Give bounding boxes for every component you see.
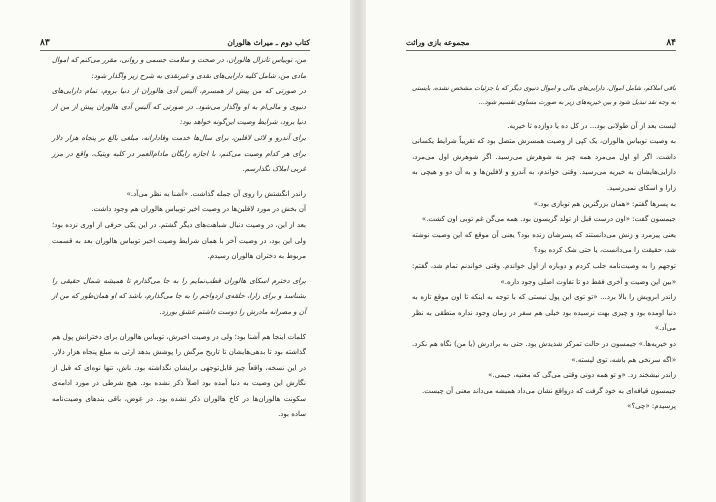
paragraph: به وصیت توبیاس هالوران، یک کپی از وصیت همسرش متصل بود که تقریباً شرایط یکسانی داشت. اگر او اول می‌مرد همه چیز به شوهرش می‌رسید. اگر شوهرش اول می‌مرد، دارایی‌هایشان به خیریه می‌رسید. وقتی خواندم، به آندرو و لافلین‌ها و به آن دو و هیچی به زارا و اسکای نمی‌رسید. — [412, 137, 676, 192]
paragraph: پرسیدم: «چی؟» — [627, 402, 676, 411]
paragraph: دو خیریه‌ها.» جیمسون در حالت تمرکز شدیدش بود. حتی به برادرش (یا من) نگاه هم نکرد. «اگه سرنخی هم باشه، توی لیسته.» — [412, 339, 676, 364]
paragraph: جیمسون گفت: «اون درست قبل از تولد گریسون بود. همه می‌گن غم توبی اون کشت.» — [421, 215, 676, 224]
book-gutter — [350, 0, 366, 502]
page-header — [406, 36, 676, 51]
paragraph: کلمات اینجا هم آشنا بود؛ ولی در وصیت اخیرش، توبیاس هالوران برای دخترانش پول هم گذاشته بود تا بدهی‌هایشان تا تاریخ مرگش را پوشش بدهد ارثی به مبلغ پنجاه هزار دلار. در این نسخه، واقعاً چیز قابل‌توجهی برایشان نگذاشته بود. ناش، تنها نوه‌ای که قبل از نگارش این وصیت به دنیا آمده بود اصلاً ذکر نشده بود. هیچ شرطی در مورد ادامه‌ی سکونت هالوران‌ها در کاخ هالوران ذکر نشده بود. در عوض، باقی بندهای وصیت‌نامه ساده بود. — [52, 332, 306, 419]
page-number: ۸۳ — [40, 38, 50, 48]
running-title: کتاب دوم ـ میراث هالوران — [227, 38, 310, 47]
paragraph: توجهم را به وصیت‌نامه جلب کردم و دوباره از اول خواندم. وقتی خواندنم تمام شد، گفتم: «بین این وصیت و آخری فقط دو تا تفاوت اصلی وجود داره.» — [412, 261, 676, 286]
paragraph: زاندر ابرویش را بالا برد... «تو توی این پول نیستی که با توجه به اینکه تا اون موقع تازه به دنیا اومده بود و چیزی بهت نرسیده بود خیلی هم سفر در زمان وجود نداره منطقی به نظر می‌آد.» — [412, 293, 676, 333]
paragraph: من، توبیاس تانزال هالوران، در صحت و سلامت جسمی و روانی، مقرر می‌کنم که اموال مادی من، شامل کلیه دارایی‌های نقدی و غیرنقدی به شرح زیر واگذار شود: — [52, 56, 306, 80]
paragraph: زاندر نیشخند زد. «و تو همه دونی وقتی می‌گی که معنیه، جیمی.» — [488, 371, 676, 380]
page-body — [52, 53, 306, 423]
paragraph: به پسرها گفتم: «همان بزرگترین هم توبازی بود.» — [533, 199, 676, 208]
paragraph: برای آندرو و لائی لافلین، برای سال‌ها خدمت وفادارانه، مبلغی بالغ بر پنجاه هزار دلار برای هر کدام وصیت می‌کنم، با اجازه رایگان مادام‌العمر در کلبه ویتیک، واقع در مرز غربی املاک نگذارسم. — [52, 133, 306, 174]
paragraph: جیمسون قیافه‌ای به خود گرفت که درواقع نشان می‌داد همیشه می‌داند معنی آن چیست. — [422, 386, 676, 395]
page-number: ۸۴ — [666, 38, 676, 48]
running-title: مجموعه بازی وراثت — [406, 38, 470, 47]
paragraph: برای دخترم اسکای هالوران قطب‌نمایم را به جا می‌گذارم تا همیشه شمال حقیقی را بشناسد و برای زارا، حلقه‌ی ازدواجم را به جا می‌گذارم، باشد که او همان‌طور که من از آن و مصرانه مادرش را دوست داشتم عشق بورزد. — [52, 276, 306, 316]
paragraph: یعنی پیرمرد و زنش می‌دانستند که پسرشان زنده بود؟ یعنی آن موقع که این وصیت نوشته شد، حقیقت را می‌دانست، یا حتی شک کرده بود؟ — [412, 230, 676, 255]
paragraph: در صورتی که من پیش از همسرم، آلیس آدی هالوران از دنیا بروم، تمام دارایی‌های دنیوی و مالی‌ام به او واگذار می‌شود. در صورتی که آلیس آدی هالوران پیش از من از دنیا برود، شرایط وصیت این‌گونه خواهد بود: — [52, 87, 306, 127]
right-page — [366, 0, 716, 502]
paragraph: لیست بعد از آن طولانی بود... در کل ده یا دوازده تا خیریه. — [507, 121, 676, 130]
paragraph: زاندر انگشتش را روی آن جمله گذاشت. «آشنا به نظر می‌آد.» — [126, 189, 306, 198]
paragraph: باقی املاکم، شامل اموال، دارایی‌های مالی و اموال دنیوی دیگر که با جزئیات مشخص نشده، بایستی به وجه نقد تبدیل شود و بین خیریه‌های زیر به صورت مساوی تقسیم شود... — [412, 84, 676, 106]
page-body — [412, 82, 676, 415]
paragraph: بعد از این، در وصیت دنبال شباهت‌های دیگر گشتم. در این یکی حرفی از اوری نزده بود؛ ولی این بود، در وصیت آخر با همان شرایط وصیت اخیر توبیاس هالوران بعد به قسمت مربوط به دختران هالوران رسیدم. — [52, 220, 306, 261]
left-page — [0, 0, 350, 502]
paragraph: آن بخش در مورد لافلین‌ها در وصیت اخیر توبیاس هالوران هم وجود داشت. — [91, 205, 306, 214]
page-header — [40, 36, 310, 51]
